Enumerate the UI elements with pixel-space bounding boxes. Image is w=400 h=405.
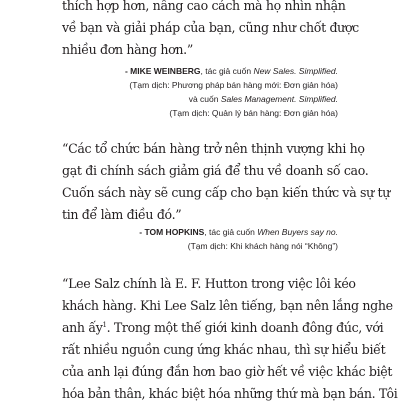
quote-3-line: hóa bản thân, khác biệt hóa những thứ mà bạn bán. Tôi [62, 386, 398, 401]
book-title: New Sales. Simplified. [253, 66, 338, 76]
attribution-1-line [38, 92, 338, 106]
quote-1-line: thích hợp hơn, nâng cao cách mà họ nhìn nhận [62, 0, 346, 13]
quote-1-line: về bạn và giải pháp của bạn, cũng như chốt được [62, 20, 359, 35]
quote-3-text: . Trong một thế giới kinh doanh đông đúc, với [106, 320, 384, 335]
quote-2-line: tin để làm điều đó.” [62, 207, 182, 222]
attribution-2 [38, 225, 338, 253]
translation: (Tạm dịch: Khi khách hàng nói “Không”) [187, 241, 338, 251]
attribution-2-line [38, 225, 338, 239]
author-name: - MIKE WEINBERG [124, 66, 201, 76]
quote-3-text: anh ấy [62, 320, 103, 335]
quote-3-line: rất nhiều nguồn cung ứng khác nhau, thì sự hiểu biết [62, 342, 386, 357]
author-name: - TOM HOPKINS [139, 227, 205, 237]
footnote-marker[interactable]: 1 [102, 320, 107, 329]
translation: (Tạm dịch: Phương pháp bán hàng mới: Đơn giản hóa) [129, 80, 338, 90]
book-title: When Buyers say no. [257, 227, 338, 237]
attribution-1 [38, 64, 338, 120]
quote-1-line: nhiều đơn hàng hơn.” [62, 42, 193, 57]
author-role: , tác giả cuốn [204, 227, 258, 237]
quote-3-line: của anh lại đúng đắn hơn bao giờ hết về việc khác biệt [62, 364, 393, 379]
quote-3-line [62, 317, 384, 339]
quote-3-line: khách hàng. Khi Lee Salz lên tiếng, bạn nên lắng nghe [62, 298, 393, 313]
quote-2 [62, 138, 391, 226]
translation: (Tạm dịch: Quản lý bán hàng: Đơn giản hóa) [169, 108, 338, 118]
quote-1 [62, 0, 359, 61]
quote-3-line: “Lee Salz chính là E. F. Hutton trong việc lôi kéo [62, 276, 356, 291]
book-title: Sales Management. Simplified. [220, 94, 338, 104]
quote-3 [62, 273, 398, 405]
quote-2-line: gạt đi chính sách giảm giá để thu về doanh số cao. [62, 163, 369, 178]
author-role: , tác giả cuốn [200, 66, 254, 76]
connector: và cuốn [188, 94, 221, 104]
attribution-1-line [38, 64, 338, 78]
quote-2-line: Cuốn sách này sẽ cung cấp cho bạn kiến thức và sự tự [62, 185, 391, 200]
quote-2-line: “Các tổ chức bán hàng trở nên thịnh vượng khi họ [62, 141, 365, 156]
